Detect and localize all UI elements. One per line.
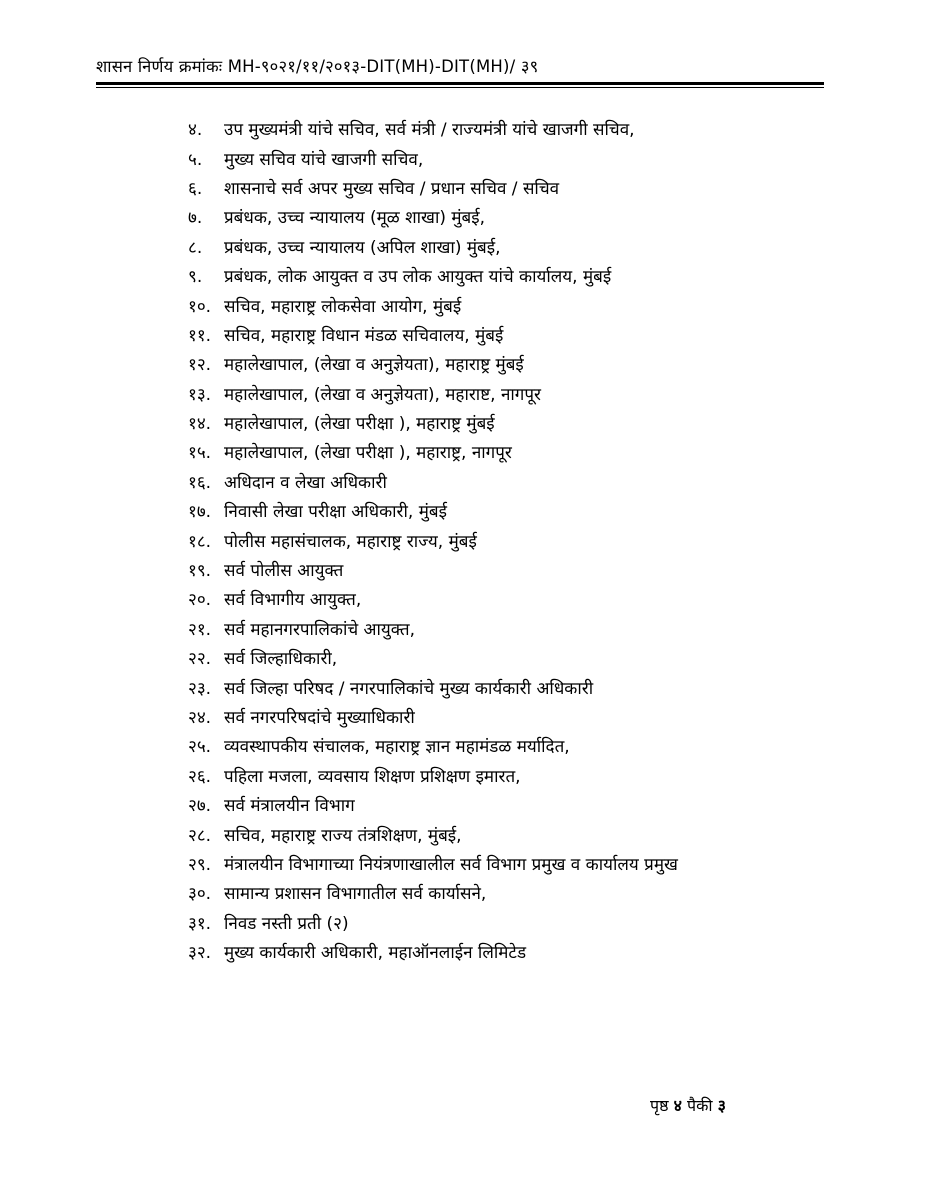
list-item <box>188 114 808 143</box>
list-item-text: सामान्य प्रशासन विभागातील सर्व कार्यासने, <box>224 884 487 905</box>
list-item <box>188 232 808 261</box>
list-item-text: महालेखापाल, (लेखा व अनुज्ञेयता), महाराष्ट, नागपूर <box>224 384 541 405</box>
list-item-number: ४. <box>188 120 203 141</box>
list-item <box>188 819 808 848</box>
list-item-text: सर्व नगरपरिषदांचे मुख्याधिकारी <box>224 708 415 728</box>
list-item-number: ५. <box>188 149 203 170</box>
list-item-text: सर्व विभागीय आयुक्त, <box>224 590 362 611</box>
list-item <box>188 614 808 643</box>
list-item-number: १३. <box>188 384 212 405</box>
list-item-number: १४. <box>188 414 212 435</box>
list-item-number: २७. <box>188 796 212 817</box>
list-item-number: ११. <box>188 325 212 346</box>
page-total: ३ <box>717 1096 726 1115</box>
list-item-number: २२. <box>188 649 212 670</box>
list-item-number: २०. <box>188 590 212 611</box>
list-item-number: ६. <box>188 178 203 199</box>
list-item-text: पोलीस महासंचालक, महाराष्ट्र राज्य, मुंबई <box>224 531 477 552</box>
list-item <box>188 525 808 554</box>
list-item <box>188 878 808 907</box>
list-item-number: १९. <box>188 561 212 582</box>
list-item <box>188 143 808 172</box>
list-item-text: सर्व जिल्हाधिकारी, <box>224 649 338 670</box>
list-item-number: १५. <box>188 443 212 464</box>
list-item-text: सर्व जिल्हा परिषद / नगरपालिकांचे मुख्य कार्यकारी अधिकारी <box>224 678 594 699</box>
header-rule-thin <box>96 87 824 88</box>
page-of-label: पैकी <box>687 1096 713 1115</box>
list-item-text: सचिव, महाराष्ट्र विधान मंडळ सचिवालय, मुंबई <box>224 325 504 346</box>
list-item-number: १८. <box>188 531 212 552</box>
list-item <box>188 467 808 496</box>
list-item <box>188 731 808 760</box>
list-item-number: १२. <box>188 355 212 376</box>
list-item-number: २४. <box>188 708 212 728</box>
list-item <box>188 261 808 290</box>
list-item-text: सचिव, महाराष्ट्र लोकसेवा आयोग, मुंबई <box>224 296 462 317</box>
list-item-text: प्रबंधक, उच्च न्यायालय (मूळ शाखा) मुंबई, <box>224 208 486 229</box>
list-item-number: ३२. <box>188 943 212 964</box>
list-item-text: शासनाचे सर्व अपर मुख्य सचिव / प्रधान सचिव / सचिव <box>224 178 560 199</box>
list-item <box>188 496 808 525</box>
page-footer <box>650 1094 726 1116</box>
list-item-text: निवड नस्ती प्रती (२) <box>224 913 349 934</box>
list-item <box>188 437 808 466</box>
list-item <box>188 849 808 878</box>
list-item-text: प्रबंधक, उच्च न्यायालय (अपिल शाखा) मुंबई, <box>224 237 501 258</box>
list-item-text: मुख्य कार्यकारी अधिकारी, महाऑनलाईन लिमिटेड <box>224 943 527 964</box>
document-reference-header: शासन निर्णय क्रमांकः MH-९०२१/११/२०१३-DIT(MH)-DIT(MH)/ ३९ <box>96 57 539 76</box>
list-item-number: १६. <box>188 472 212 493</box>
list-item-number: ७. <box>188 208 203 229</box>
list-item <box>188 702 808 731</box>
list-item-text: महालेखापाल, (लेखा व अनुज्ञेयता), महाराष्ट्र मुंबई <box>224 355 524 376</box>
list-item-number: २१. <box>188 619 212 640</box>
list-item <box>188 761 808 790</box>
list-item-number: २५. <box>188 737 212 758</box>
list-item-text: व्यवस्थापकीय संचालक, महाराष्ट्र ज्ञान महामंडळ मर्यादित, <box>224 737 570 758</box>
list-item-text: मंत्रालयीन विभागाच्या नियंत्रणाखालील सर्व विभाग प्रमुख व कार्यालय प्रमुख <box>224 854 678 875</box>
list-item-text: सर्व मंत्रालयीन विभाग <box>224 796 355 817</box>
list-item <box>188 643 808 672</box>
list-item <box>188 408 808 437</box>
distribution-list <box>188 114 808 966</box>
list-item-number: २६. <box>188 766 212 787</box>
list-item-text: अधिदान व लेखा अधिकारी <box>224 472 387 493</box>
list-item-text: सचिव, महाराष्ट्र राज्य तंत्रशिक्षण, मुंबई, <box>224 825 462 846</box>
list-item-number: ३१. <box>188 913 212 934</box>
page-number: ४ <box>673 1096 682 1115</box>
list-item-text: महालेखापाल, (लेखा परीक्षा ), महाराष्ट्र मुंबई <box>224 414 495 435</box>
page-label: पृष्ठ <box>650 1096 669 1115</box>
list-item <box>188 908 808 937</box>
list-item <box>188 584 808 613</box>
list-item <box>188 555 808 584</box>
list-item-text: पहिला मजला, व्यवसाय शिक्षण प्रशिक्षण इमारत, <box>224 766 521 787</box>
list-item-text: निवासी लेखा परीक्षा अधिकारी, मुंबई <box>224 502 447 523</box>
list-item <box>188 202 808 231</box>
list-item-number: ८. <box>188 237 203 258</box>
list-item-number: २९. <box>188 854 212 875</box>
list-item-number: १७. <box>188 502 212 523</box>
header-rule-thick <box>96 82 824 85</box>
list-item-number: ९. <box>188 267 203 288</box>
list-item <box>188 672 808 701</box>
list-item-text: उप मुख्यमंत्री यांचे सचिव, सर्व मंत्री / राज्यमंत्री यांचे खाजगी सचिव, <box>224 120 635 141</box>
list-item <box>188 173 808 202</box>
list-item-text: सर्व महानगरपालिकांचे आयुक्त, <box>224 619 415 640</box>
list-item <box>188 790 808 819</box>
list-item <box>188 320 808 349</box>
list-item-number: २८. <box>188 825 212 846</box>
list-item-text: प्रबंधक, लोक आयुक्त व उप लोक आयुक्त यांचे कार्यालय, मुंबई <box>224 267 612 288</box>
list-item <box>188 349 808 378</box>
list-item-text: सर्व पोलीस आयुक्त <box>224 561 344 582</box>
list-item-text: महालेखापाल, (लेखा परीक्षा ), महाराष्ट्र, नागपूर <box>224 443 512 464</box>
list-item <box>188 937 808 966</box>
list-item <box>188 290 808 319</box>
list-item <box>188 379 808 408</box>
list-item-number: १०. <box>188 296 212 317</box>
list-item-number: २३. <box>188 678 212 699</box>
list-item-text: मुख्य सचिव यांचे खाजगी सचिव, <box>224 149 424 170</box>
list-item-number: ३०. <box>188 884 212 905</box>
